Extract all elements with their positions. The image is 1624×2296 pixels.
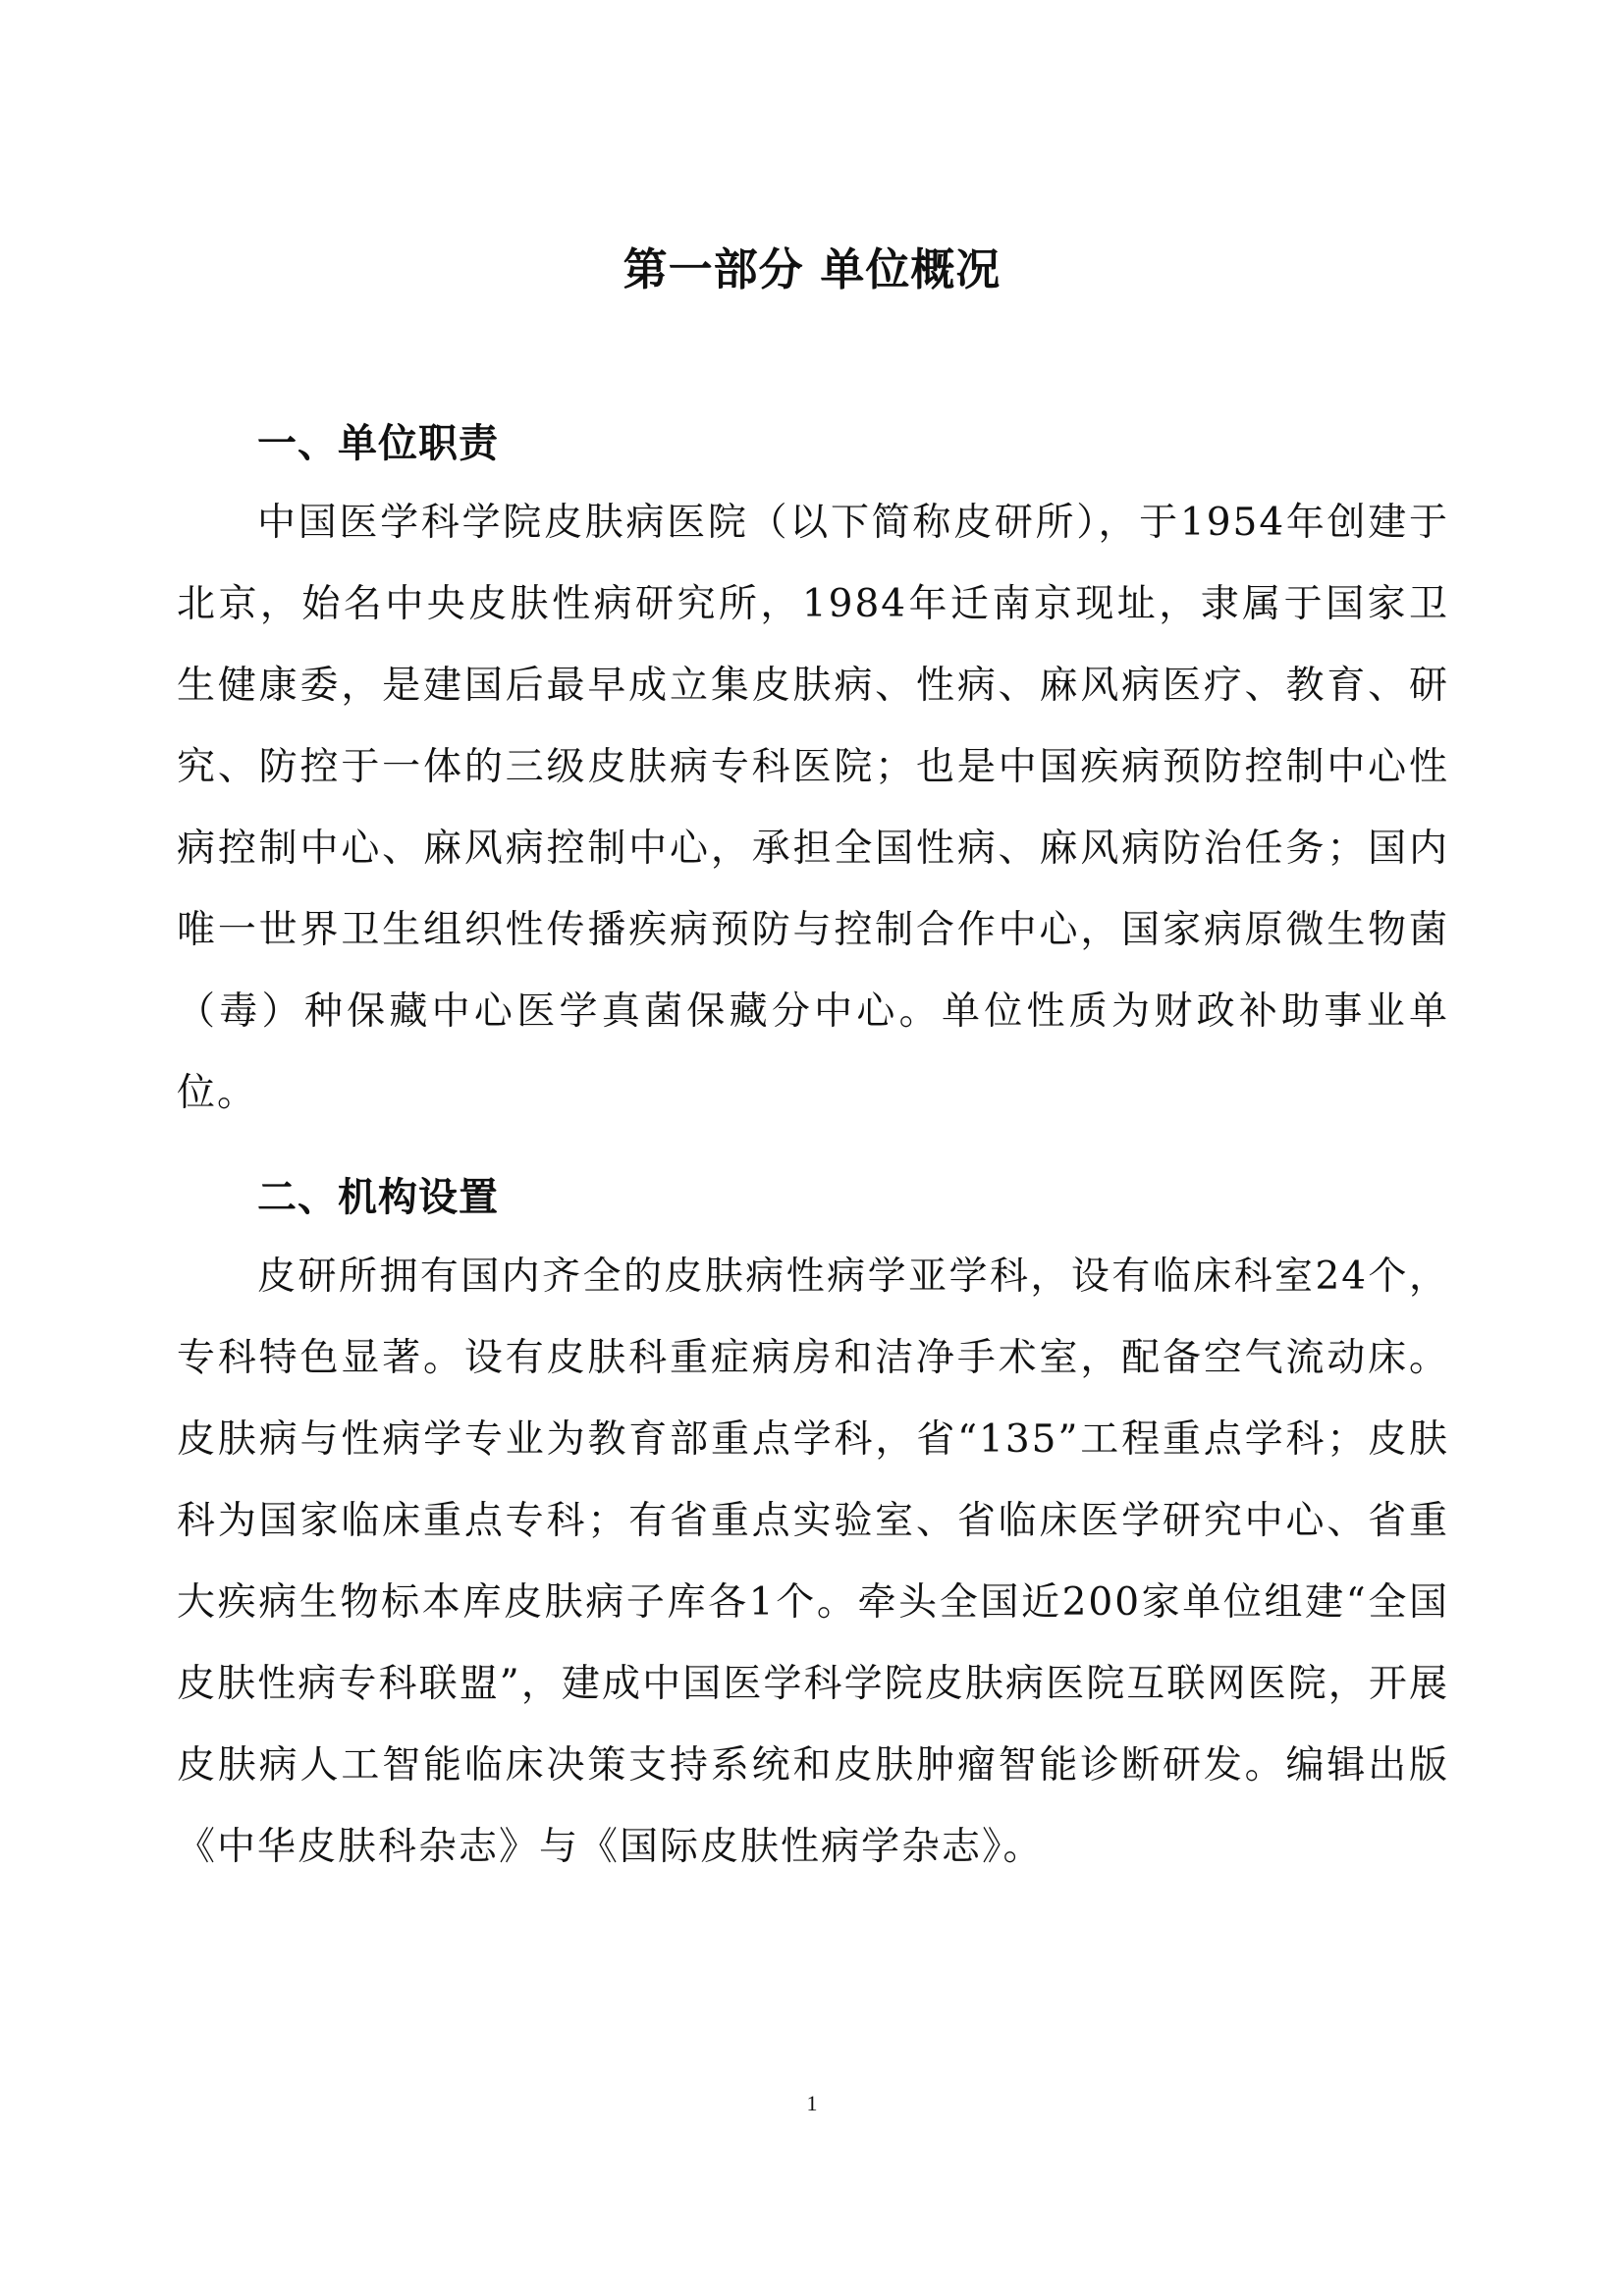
page-title: 第一部分 单位概况 <box>623 243 1001 295</box>
section-heading-responsibilities: 一、单位职责 <box>257 421 499 466</box>
section-paragraph-organization: 皮研所拥有国内齐全的皮肤病性病学亚学科，设有临床科室24个，专科特色显著。设有皮肤科重症病房和洁净手术室，配备空气流动床。皮肤病与性病学专业为教育部重点学科，省“135”工程重点学科；皮肤科为国家临床重点专科；有省重点实验室、省临床医学研究中心、省重大疾病生物标本库皮肤病子库各1个。牵头全国近200家单位组建“全国皮肤性病专科联盟”，建成中国医学科学院皮肤病医院互联网医院，开展皮肤病人工智能临床决策支持系统和皮肤肿瘤智能诊断研发。编辑出版《中华皮肤科杂志》与《国际皮肤性病学杂志》。 <box>177 1255 1449 1869</box>
section-heading-organization: 二、机构设置 <box>257 1175 499 1220</box>
section-paragraph-responsibilities: 中国医学科学院皮肤病医院（以下简称皮研所），于1954年创建于北京，始名中央皮肤性病研究所，1984年迁南京现址，隶属于国家卫生健康委，是建国后最早成立集皮肤病、性病、麻风病医疗、教育、研究、防控于一体的三级皮肤病专科医院；也是中国疾病预防控制中心性病控制中心、麻风病控制中心，承担全国性病、麻风病防治任务；国内唯一世界卫生组织性传播疾病预防与控制合作中心，国家病原微生物菌（毒）种保藏中心医学真菌保藏分中心。单位性质为财政补助事业单位。 <box>177 501 1449 1115</box>
page-number: 1 <box>806 2091 818 2115</box>
